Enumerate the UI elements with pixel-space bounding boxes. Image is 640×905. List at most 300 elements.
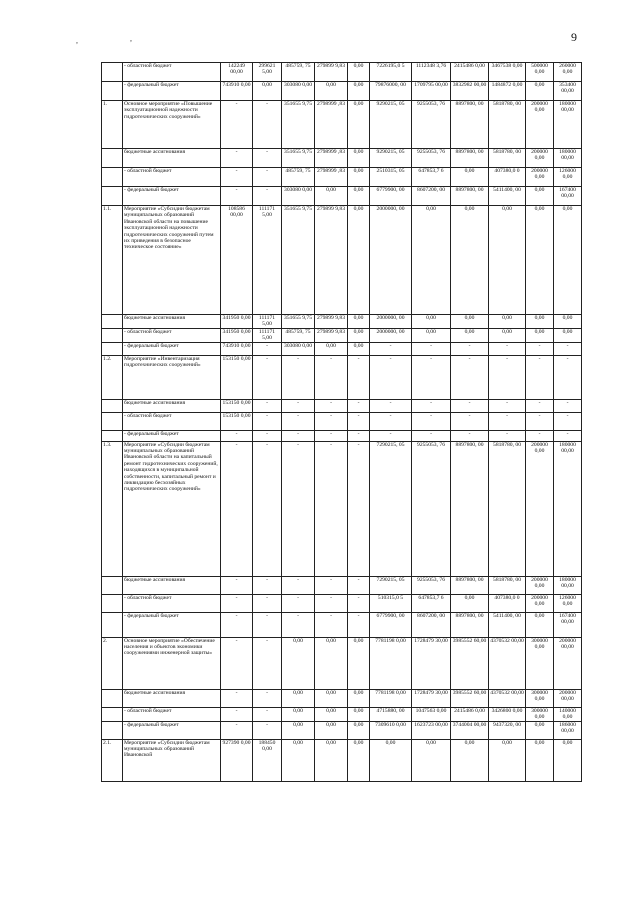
- row-index: 2.1.: [102, 739, 123, 781]
- value-cell: 0,00: [348, 187, 370, 206]
- row-index: 1.3.: [102, 441, 123, 576]
- value-cell: 8897800, 00: [451, 149, 489, 168]
- row-label: бюджетные ассигнования: [123, 315, 221, 329]
- value-cell: 0,00: [526, 206, 554, 315]
- value-cell: 200000 0,00: [526, 441, 554, 576]
- row-label: - федеральный бюджет: [123, 612, 221, 637]
- value-cell: 9290215, 05: [370, 149, 412, 168]
- value-cell: -: [282, 612, 315, 637]
- value-cell: -: [282, 430, 315, 441]
- value-cell: 5818780, 00: [489, 576, 526, 594]
- value-cell: 0,00: [451, 315, 489, 329]
- value-cell: -: [253, 399, 282, 412]
- value-cell: 108586 00,00: [221, 206, 253, 315]
- value-cell: 7781198 0,00: [370, 637, 412, 689]
- value-cell: -: [253, 149, 282, 168]
- value-cell: 3467538 0,00: [489, 63, 526, 82]
- value-cell: 0,00: [348, 101, 370, 149]
- value-cell: -: [489, 355, 526, 399]
- value-cell: -: [348, 399, 370, 412]
- value-cell: 279899 9,83: [315, 206, 348, 315]
- value-cell: 279899 9,83: [315, 315, 348, 329]
- row-label: Основное мероприятие «Обеспечение населения и объектов экономики сооружениями инженерной защиты»: [123, 637, 221, 689]
- value-cell: 299621 5,00: [253, 63, 282, 82]
- row-label: - областной бюджет: [123, 168, 221, 187]
- value-cell: 200000 0,00: [526, 149, 554, 168]
- value-cell: 743910 0,00: [221, 342, 253, 355]
- value-cell: 0,00: [526, 721, 554, 739]
- value-cell: -: [221, 576, 253, 594]
- value-cell: 0,00: [348, 82, 370, 101]
- value-cell: -: [253, 187, 282, 206]
- row-index: [102, 315, 123, 329]
- table-row: [102, 739, 582, 781]
- value-cell: 0,00: [348, 315, 370, 329]
- value-cell: 303080 0,00: [282, 187, 315, 206]
- value-cell: -: [253, 689, 282, 707]
- value-cell: 153150 0,00: [221, 412, 253, 430]
- row-label: - областной бюджет: [123, 63, 221, 82]
- value-cell: 510315,0 5: [370, 594, 412, 612]
- value-cell: 0,00: [315, 82, 348, 101]
- value-cell: -: [253, 412, 282, 430]
- value-cell: -: [370, 412, 412, 430]
- value-cell: -: [489, 399, 526, 412]
- table-row: [102, 187, 582, 206]
- value-cell: -: [221, 441, 253, 576]
- value-cell: 0,00: [348, 206, 370, 315]
- value-cell: -: [412, 430, 451, 441]
- value-cell: 7781198 0,00: [370, 689, 412, 707]
- value-cell: -: [221, 707, 253, 721]
- value-cell: 2510315, 05: [370, 168, 412, 187]
- row-label: - областной бюджет: [123, 328, 221, 342]
- value-cell: 200000 0,00: [526, 101, 554, 149]
- value-cell: 9437320, 00: [489, 721, 526, 739]
- value-cell: -: [282, 576, 315, 594]
- value-cell: -: [315, 430, 348, 441]
- value-cell: -: [412, 412, 451, 430]
- row-label: - федеральный бюджет: [123, 430, 221, 441]
- value-cell: -: [348, 355, 370, 399]
- value-cell: 5411400, 00: [489, 612, 526, 637]
- table-row: [102, 637, 582, 689]
- budget-table: [101, 62, 582, 782]
- value-cell: 0,00: [348, 328, 370, 342]
- value-cell: 0,00: [526, 187, 554, 206]
- table-row: [102, 149, 582, 168]
- value-cell: -: [221, 430, 253, 441]
- value-cell: 167400 00,00: [554, 187, 582, 206]
- value-cell: 0,00: [554, 206, 582, 315]
- value-cell: 0,00: [412, 328, 451, 342]
- value-cell: 0,00: [489, 328, 526, 342]
- value-cell: -: [370, 342, 412, 355]
- row-index: [102, 399, 123, 412]
- row-index: [102, 149, 123, 168]
- value-cell: 0,00: [348, 637, 370, 689]
- value-cell: -: [221, 637, 253, 689]
- row-index: [102, 576, 123, 594]
- value-cell: -: [526, 412, 554, 430]
- table-row: [102, 430, 582, 441]
- value-cell: 300000 0,00: [526, 637, 554, 689]
- row-index: [102, 594, 123, 612]
- row-label: - федеральный бюджет: [123, 82, 221, 101]
- row-label: Основное мероприятие «Повышение эксплуатационной надежности гидротехнических сооружений»: [123, 101, 221, 149]
- value-cell: 300000 0,00: [526, 707, 554, 721]
- value-cell: -: [348, 430, 370, 441]
- value-cell: 0,00: [348, 739, 370, 781]
- value-cell: 0,00: [412, 206, 451, 315]
- value-cell: 111171 5,00: [253, 206, 282, 315]
- value-cell: 0,00: [526, 739, 554, 781]
- value-cell: 9255053, 76: [412, 149, 451, 168]
- row-label: - областной бюджет: [123, 707, 221, 721]
- value-cell: -: [221, 721, 253, 739]
- value-cell: 0,00: [526, 612, 554, 637]
- value-cell: -: [282, 441, 315, 576]
- table-row: [102, 399, 582, 412]
- value-cell: 2000000, 00: [370, 315, 412, 329]
- value-cell: -: [489, 342, 526, 355]
- value-cell: 7290215, 05: [370, 441, 412, 576]
- value-cell: 0,00: [370, 739, 412, 781]
- value-cell: 180000 00,00: [554, 149, 582, 168]
- value-cell: -: [489, 412, 526, 430]
- value-cell: 5818780, 00: [489, 149, 526, 168]
- value-cell: 0,00: [451, 206, 489, 315]
- value-cell: 0,00: [282, 707, 315, 721]
- value-cell: -: [221, 168, 253, 187]
- value-cell: 647853,7 6: [412, 594, 451, 612]
- value-cell: -: [554, 412, 582, 430]
- row-label: бюджетные ассигнования: [123, 689, 221, 707]
- value-cell: -: [451, 412, 489, 430]
- row-index: [102, 689, 123, 707]
- value-cell: 927390 0,00: [221, 739, 253, 781]
- value-cell: -: [315, 355, 348, 399]
- value-cell: 279899 9,83: [315, 63, 348, 82]
- value-cell: 180000 00,00: [554, 441, 582, 576]
- value-cell: 8607200, 00: [412, 612, 451, 637]
- value-cell: 4370532 00,00: [489, 637, 526, 689]
- value-cell: -: [348, 441, 370, 576]
- value-cell: 351655 9,75: [282, 149, 315, 168]
- value-cell: 0,00: [282, 689, 315, 707]
- value-cell: 0,00: [348, 721, 370, 739]
- row-label: - федеральный бюджет: [123, 187, 221, 206]
- value-cell: -: [451, 355, 489, 399]
- value-cell: 3426800 0,00: [489, 707, 526, 721]
- value-cell: 2000000, 00: [370, 328, 412, 342]
- value-cell: -: [370, 355, 412, 399]
- value-cell: -: [282, 594, 315, 612]
- value-cell: -: [315, 576, 348, 594]
- value-cell: 3832982 00,00: [451, 82, 489, 101]
- value-cell: 8897800, 00: [451, 187, 489, 206]
- value-cell: 0,00: [315, 342, 348, 355]
- table-row: [102, 101, 582, 149]
- row-index: [102, 612, 123, 637]
- value-cell: 7290215, 05: [370, 576, 412, 594]
- table-row: [102, 412, 582, 430]
- row-index: 2.: [102, 637, 123, 689]
- value-cell: 2000000, 00: [370, 206, 412, 315]
- scan-mark: ,: [76, 36, 78, 45]
- value-cell: 485759, 75: [282, 328, 315, 342]
- value-cell: 303080 0,00: [282, 82, 315, 101]
- value-cell: -: [221, 612, 253, 637]
- value-cell: 8897800, 00: [451, 576, 489, 594]
- row-label: бюджетные ассигнования: [123, 399, 221, 412]
- value-cell: 647853,7 6: [412, 168, 451, 187]
- value-cell: -: [489, 430, 526, 441]
- value-cell: 200000 0,00: [526, 168, 554, 187]
- value-cell: -: [253, 707, 282, 721]
- value-cell: 188450 0,00: [253, 739, 282, 781]
- row-label: Мероприятие «Субсидии бюджетам муниципальных образований Ивановской: [123, 739, 221, 781]
- value-cell: 353400 00,00: [554, 82, 582, 101]
- value-cell: -: [221, 187, 253, 206]
- value-cell: -: [348, 412, 370, 430]
- value-cell: -: [253, 441, 282, 576]
- table-row: [102, 721, 582, 739]
- value-cell: 0,00: [348, 342, 370, 355]
- value-cell: 1484872 0,00: [489, 82, 526, 101]
- row-index: 1.2.: [102, 355, 123, 399]
- value-cell: 200000 00,00: [554, 689, 582, 707]
- value-cell: -: [526, 342, 554, 355]
- row-index: [102, 82, 123, 101]
- value-cell: 200000 0,00: [526, 594, 554, 612]
- value-cell: 200000 0,00: [526, 576, 554, 594]
- value-cell: -: [282, 399, 315, 412]
- table-row: [102, 441, 582, 576]
- value-cell: 0,00: [315, 707, 348, 721]
- value-cell: 8607200, 00: [412, 187, 451, 206]
- value-cell: 0,00: [348, 63, 370, 82]
- row-index: [102, 342, 123, 355]
- value-cell: 79876000, 00: [370, 82, 412, 101]
- value-cell: 0,00: [526, 328, 554, 342]
- value-cell: 0,00: [315, 637, 348, 689]
- value-cell: -: [253, 342, 282, 355]
- value-cell: 9255053, 76: [412, 441, 451, 576]
- value-cell: -: [315, 399, 348, 412]
- value-cell: -: [253, 101, 282, 149]
- value-cell: 180000 00,00: [554, 101, 582, 149]
- value-cell: -: [451, 399, 489, 412]
- table-row: [102, 168, 582, 187]
- value-cell: 0,00: [554, 739, 582, 781]
- row-label: бюджетные ассигнования: [123, 576, 221, 594]
- value-cell: -: [526, 430, 554, 441]
- value-cell: 126000 0,00: [554, 594, 582, 612]
- value-cell: -: [554, 430, 582, 441]
- value-cell: -: [315, 594, 348, 612]
- value-cell: 0,00: [315, 689, 348, 707]
- value-cell: -: [554, 399, 582, 412]
- value-cell: -: [412, 399, 451, 412]
- row-label: - областной бюджет: [123, 594, 221, 612]
- value-cell: 200000 00,00: [554, 637, 582, 689]
- table-row: [102, 342, 582, 355]
- value-cell: 186000 00,00: [554, 721, 582, 739]
- value-cell: 0,00: [282, 721, 315, 739]
- value-cell: -: [221, 689, 253, 707]
- value-cell: 5818780, 00: [489, 101, 526, 149]
- scan-mark: ,: [130, 34, 132, 43]
- value-cell: 0,00: [526, 315, 554, 329]
- value-cell: -: [282, 412, 315, 430]
- row-index: 1.: [102, 101, 123, 149]
- value-cell: 0,00: [526, 82, 554, 101]
- table-row: [102, 594, 582, 612]
- row-index: [102, 707, 123, 721]
- row-label: - федеральный бюджет: [123, 342, 221, 355]
- value-cell: 6779900, 00: [370, 612, 412, 637]
- value-cell: -: [253, 168, 282, 187]
- row-label: Мероприятие «Субсидии бюджетам муниципальных образований Ивановской области на повышение эксплуатационной надежности гидротехнических сооружений путем их приведения в безопасное техническое состояние»: [123, 206, 221, 315]
- value-cell: 3985552 60,00: [451, 637, 489, 689]
- row-index: [102, 430, 123, 441]
- value-cell: -: [370, 399, 412, 412]
- value-cell: 0,00: [451, 168, 489, 187]
- row-index: [102, 168, 123, 187]
- row-label: - областной бюджет: [123, 412, 221, 430]
- value-cell: 407380,0 0: [489, 168, 526, 187]
- value-cell: 4370532 00,00: [489, 689, 526, 707]
- table-row: [102, 328, 582, 342]
- value-cell: 180000 00,00: [554, 576, 582, 594]
- row-index: 1.1.: [102, 206, 123, 315]
- value-cell: -: [348, 612, 370, 637]
- value-cell: 140000 0,00: [554, 707, 582, 721]
- value-cell: 153150 0,00: [221, 399, 253, 412]
- value-cell: 0,00: [451, 739, 489, 781]
- value-cell: 8897800, 00: [451, 101, 489, 149]
- value-cell: -: [451, 342, 489, 355]
- value-cell: 351655 9,75: [282, 206, 315, 315]
- table-row: [102, 63, 582, 82]
- value-cell: 351655 9,75: [282, 315, 315, 329]
- value-cell: -: [370, 430, 412, 441]
- table-row: [102, 707, 582, 721]
- row-label: - федеральный бюджет: [123, 721, 221, 739]
- value-cell: 0,00: [451, 594, 489, 612]
- value-cell: 743910 0,00: [221, 82, 253, 101]
- value-cell: 0,00: [282, 739, 315, 781]
- value-cell: 2798999 ,83: [315, 149, 348, 168]
- value-cell: -: [221, 101, 253, 149]
- value-cell: 485759, 75: [282, 63, 315, 82]
- value-cell: 1709795 00,00: [412, 82, 451, 101]
- value-cell: -: [221, 594, 253, 612]
- value-cell: -: [253, 594, 282, 612]
- table-row: [102, 355, 582, 399]
- row-label: бюджетные ассигнования: [123, 149, 221, 168]
- value-cell: 0,00: [253, 82, 282, 101]
- row-index: [102, 328, 123, 342]
- value-cell: 0,00: [315, 721, 348, 739]
- value-cell: -: [412, 342, 451, 355]
- value-cell: -: [315, 612, 348, 637]
- value-cell: 0,00: [282, 637, 315, 689]
- value-cell: 9255053, 76: [412, 576, 451, 594]
- value-cell: -: [315, 441, 348, 576]
- value-cell: 0,00: [489, 739, 526, 781]
- value-cell: 260000 0,00: [554, 63, 582, 82]
- value-cell: 0,00: [315, 187, 348, 206]
- value-cell: 5818780, 00: [489, 441, 526, 576]
- value-cell: 0,00: [315, 739, 348, 781]
- value-cell: -: [221, 149, 253, 168]
- value-cell: 0,00: [412, 739, 451, 781]
- value-cell: 2798999 ,83: [315, 168, 348, 187]
- value-cell: 7226195,0 5: [370, 63, 412, 82]
- value-cell: 2798999 ,83: [315, 101, 348, 149]
- value-cell: 5411400, 00: [489, 187, 526, 206]
- row-index: [102, 187, 123, 206]
- value-cell: -: [412, 355, 451, 399]
- value-cell: 1112348 3,76: [412, 63, 451, 82]
- value-cell: 126000 0,00: [554, 168, 582, 187]
- value-cell: 1728479 30,00: [412, 689, 451, 707]
- value-cell: 142249 00,00: [221, 63, 253, 82]
- value-cell: -: [526, 355, 554, 399]
- value-cell: -: [315, 412, 348, 430]
- table-row: [102, 206, 582, 315]
- value-cell: 0,00: [348, 149, 370, 168]
- value-cell: -: [554, 342, 582, 355]
- value-cell: -: [348, 594, 370, 612]
- row-index: [102, 412, 123, 430]
- value-cell: -: [253, 612, 282, 637]
- row-label: Мероприятие «Субсидии бюджетам муниципальных образований Ивановской области на капитальный ремонт гидротехнических сооружений, находящихся в муниципальной собственности, капитальный ремонт и ликвидацию бесхозяйных гидротехнических сооружений»: [123, 441, 221, 576]
- table-body: [102, 63, 582, 782]
- value-cell: -: [253, 637, 282, 689]
- value-cell: -: [253, 355, 282, 399]
- value-cell: -: [451, 430, 489, 441]
- value-cell: 111171 5,00: [253, 315, 282, 329]
- value-cell: 8897800, 00: [451, 441, 489, 576]
- value-cell: 0,00: [489, 206, 526, 315]
- value-cell: -: [253, 721, 282, 739]
- value-cell: 0,00: [554, 315, 582, 329]
- value-cell: -: [253, 430, 282, 441]
- value-cell: 9290215, 05: [370, 101, 412, 149]
- row-index: [102, 63, 123, 82]
- value-cell: 6779900, 00: [370, 187, 412, 206]
- value-cell: 0,00: [489, 315, 526, 329]
- table-row: [102, 576, 582, 594]
- value-cell: -: [253, 576, 282, 594]
- table-row: [102, 82, 582, 101]
- value-cell: 4715880, 00: [370, 707, 412, 721]
- value-cell: -: [554, 355, 582, 399]
- value-cell: 0,00: [348, 707, 370, 721]
- value-cell: 0,00: [348, 168, 370, 187]
- value-cell: 3744004 00,00: [451, 721, 489, 739]
- value-cell: 8897800, 00: [451, 612, 489, 637]
- value-cell: 0,00: [554, 328, 582, 342]
- value-cell: -: [526, 399, 554, 412]
- value-cell: 1047563 0,00: [412, 707, 451, 721]
- value-cell: 9255053, 76: [412, 101, 451, 149]
- value-cell: 1728479 30,00: [412, 637, 451, 689]
- value-cell: 279899 9,83: [315, 328, 348, 342]
